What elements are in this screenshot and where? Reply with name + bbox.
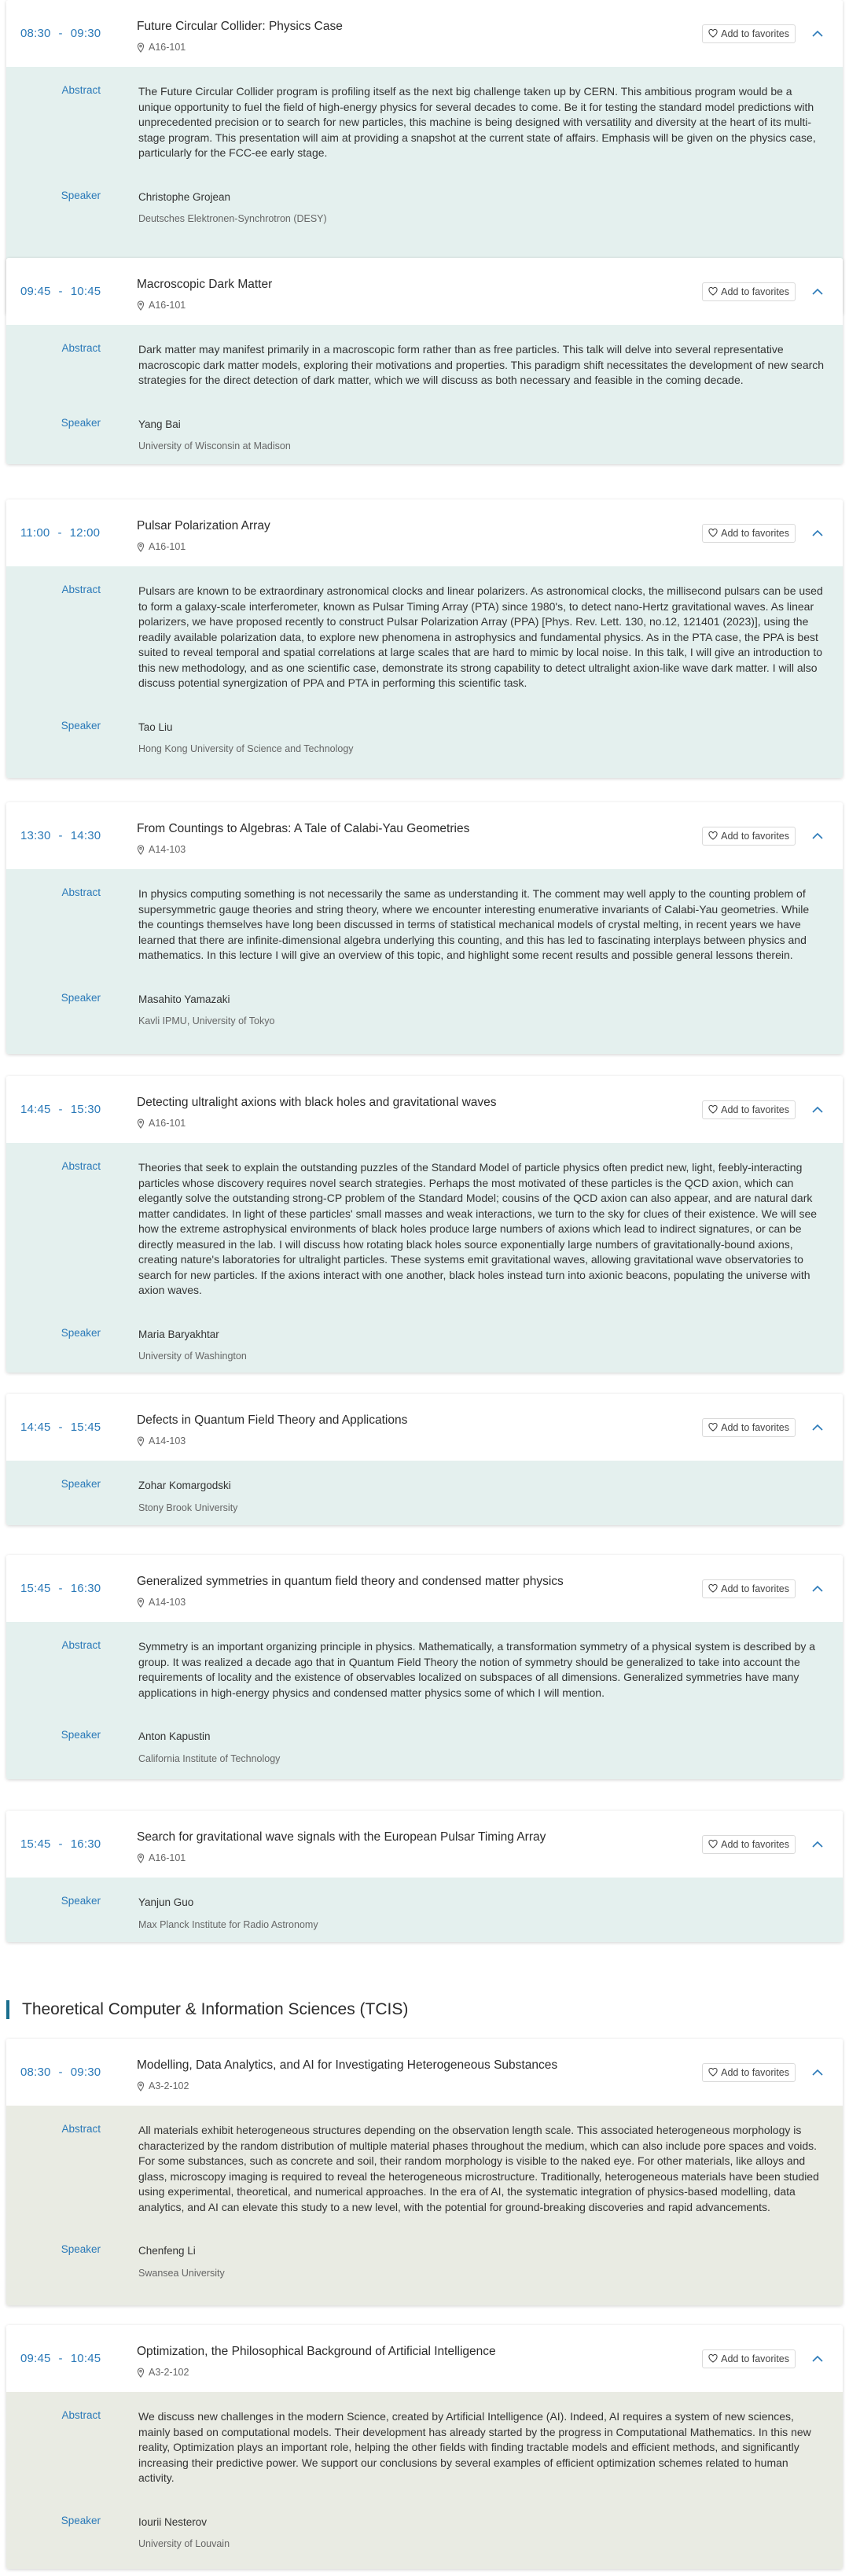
chevron-up-icon[interactable]: [811, 287, 824, 297]
talk-title: Pulsar Polarization Array: [137, 519, 270, 533]
talk-header[interactable]: [6, 1076, 843, 1143]
time-range: 08:30 - 09:30: [20, 27, 101, 40]
speaker-label: Speaker: [61, 991, 101, 1004]
location-pin-icon: [137, 2368, 145, 2378]
heart-icon: [708, 29, 718, 38]
chevron-up-icon[interactable]: [811, 29, 824, 39]
add-to-favorites-button[interactable]: Add to favorites: [702, 524, 796, 543]
abstract-label: Abstract: [61, 1160, 101, 1172]
speaker-name: Zohar Komargodski: [138, 1480, 231, 1491]
talk-header[interactable]: [6, 258, 843, 325]
speaker-affiliation: Stony Brook University: [138, 1502, 238, 1513]
room: A14-103: [137, 844, 186, 855]
location-pin-icon: [137, 300, 145, 311]
speaker-label: Speaker: [61, 2243, 101, 2255]
talk-title: Generalized symmetries in quantum field theory and condensed matter physics: [137, 1575, 564, 1588]
talk-details: [6, 1143, 843, 1373]
speaker-label: Speaker: [61, 189, 101, 201]
add-to-favorites-button[interactable]: Add to favorites: [702, 1100, 796, 1119]
room: A3-2-102: [137, 2367, 189, 2378]
talk-header[interactable]: [6, 1555, 843, 1622]
speaker-affiliation: Hong Kong University of Science and Technology: [138, 743, 354, 754]
time-range: 08:30 - 09:30: [20, 2066, 101, 2079]
talk-header[interactable]: [6, 499, 843, 566]
talk-details: [6, 1622, 843, 1779]
speaker-affiliation: Kavli IPMU, University of Tokyo: [138, 1015, 275, 1026]
talk-details: [6, 1878, 843, 1942]
talk-card: [6, 1811, 843, 1942]
talk-card: [6, 1394, 843, 1525]
time-range: 15:45 - 16:30: [20, 1582, 101, 1595]
heart-icon: [708, 2354, 718, 2363]
heart-icon: [708, 1584, 718, 1593]
time-range: 09:45 - 10:45: [20, 2352, 101, 2365]
time-range: 14:45 - 15:30: [20, 1103, 101, 1116]
talk-card: [6, 2325, 843, 2569]
talk-details: [6, 869, 843, 1054]
room: A16-101: [137, 300, 186, 311]
add-to-favorites-button[interactable]: Add to favorites: [702, 827, 796, 846]
abstract-text: The Future Circular Collider program is profiling itself as the next big challenge taken up by CERN. This ambitious program would be a unique opportunity to fuel the field of high-energy physics for several decades to come. Be it for testing the standard model predictions with unprecedented precision or to search for new particles, this machine is being designed with versatility and diversity at the heart of its multi-stage program. This presentation will aim at providing a snapshot at the current state of affairs. Emphasis will be given on the physics case, particularly for the FCC-ee early stage.: [138, 85, 816, 159]
add-to-favorites-button[interactable]: Add to favorites: [702, 282, 796, 301]
speaker-affiliation: University of Washington: [138, 1351, 247, 1362]
talk-card: [6, 258, 843, 464]
abstract-text: Theories that seek to explain the outstanding puzzles of the Standard Model of particle physics often predict new, light, feebly-interacting particles whose discovery requires novel search strategies. Perhaps the most motivated of these particles is the QCD axion, which can elegantly solve the outstanding strong-CP problem of the Standard Model; cousins of the QCD axion can also appear, and are natural dark matter candidates. In light of these particles' small masses and weak interactions, we turn to the sky for clues of their existence. We will see how the extreme astrophysical environments of black holes produce large numbers of axions which lead to indirect signatures, or can be directly measured in the lab. I will discuss how rotating black holes source exponentially large numbers of gravitationally-bound axions, creating nature's laboratories for ultralight particles. These systems emit gravitational waves, allowing gravitational wave observatories to search for new particles. If the axions interact with one another, black holes instead turn into axionic beacons, populating the universe with axion waves.: [138, 1161, 818, 1296]
speaker-affiliation: Deutsches Elektronen-Synchrotron (DESY): [138, 213, 327, 224]
heart-icon: [708, 831, 718, 840]
speaker-name: Iourii Nesterov: [138, 2515, 208, 2528]
time-range: 15:45 - 16:30: [20, 1837, 101, 1851]
abstract-label: Abstract: [61, 342, 101, 354]
time-range: 14:45 - 15:45: [20, 1421, 101, 1434]
abstract-label: Abstract: [61, 886, 101, 898]
room: A14-103: [137, 1597, 186, 1608]
chevron-up-icon[interactable]: [811, 1105, 824, 1115]
talk-details: [6, 2392, 843, 2569]
add-to-favorites-button[interactable]: Add to favorites: [702, 1835, 796, 1854]
talk-header[interactable]: [6, 1811, 843, 1878]
add-to-favorites-button[interactable]: Add to favorites: [702, 1418, 796, 1437]
talk-card: [6, 1555, 843, 1779]
add-to-favorites-button[interactable]: Add to favorites: [702, 24, 796, 43]
speaker-label: Speaker: [61, 416, 101, 429]
time-range: 11:00 - 12:00: [20, 526, 101, 540]
talk-header[interactable]: [6, 2325, 843, 2392]
speaker-affiliation: University of Wisconsin at Madison: [138, 440, 291, 451]
speaker-name: Christophe Grojean: [138, 190, 231, 203]
abstract-text: In physics computing something is not necessarily the same as understanding it. The comment may well apply to the counting problem of supersymmetric gauge theories and string theory, where we encounter interesting enumerative invariants of Calabi-Yau geometries. While the countings themselves have long been discussed in terms of statistical mechanical models of crystal melting, in recent years we have learned that there are infinite-dimensional algebra underlying this counting, and this has led to fascinating interplays between physics and mathematics. In this lecture I will give an overview of this topic, and highlight some recent results and possible general lessons therein.: [138, 887, 810, 961]
location-pin-icon: [137, 845, 145, 855]
location-pin-icon: [137, 542, 145, 552]
chevron-up-icon[interactable]: [811, 1423, 824, 1432]
talk-title: Optimization, the Philosophical Background of Artificial Intelligence: [137, 2345, 496, 2358]
heart-icon: [708, 529, 718, 537]
abstract-text: Symmetry is an important organizing principle in physics. Mathematically, a transformation symmetry of a physical system is described by a group. It was realized a decade ago that in Quantum Field Theory the notion of symmetry should be generalized to take into account the requirements of locality and the existence of observables localized on subspaces of all dimensions. Generalized symmetries have many applications in high-energy physics and condensed matter physics some of which I will mention.: [138, 1640, 816, 1699]
abstract-label: Abstract: [61, 2123, 101, 2135]
talk-title: Search for gravitational wave signals with the European Pulsar Timing Array: [137, 1830, 546, 1844]
talk-details: [6, 325, 843, 464]
chevron-up-icon[interactable]: [811, 2068, 824, 2077]
talk-title: From Countings to Algebras: A Tale of Calabi-Yau Geometries: [137, 822, 470, 835]
talk-details: [6, 1461, 843, 1525]
abstract-text: We discuss new challenges in the modern Science, created by Artificial Intelligence (AI). Indeed, AI requires a system of new sciences, mainly based on computational models. Their development has already started by the progress in Computational Mathematics. In this new reality, Optimization plays an important role, helping the other fields with finding tractable models and efficient methods, and significantly increasing their predictive power. We support our conclusions by several examples of efficient optimization schemes related to human activity.: [138, 2410, 811, 2484]
talk-header[interactable]: [6, 802, 843, 869]
room: A16-101: [137, 1852, 186, 1863]
heart-icon: [708, 287, 718, 296]
abstract-text: Dark matter may manifest primarily in a macroscopic form rather than as free particles. This talk will delve into several representative macroscopic dark matter models, exploring their motivations and properties. This paradigm shift necessitates the development of new search strategies for the direct detection of dark matter, which we will discuss as both necessary and feasible in the coming decade.: [138, 343, 825, 386]
speaker-name: Chenfeng Li: [138, 2245, 196, 2257]
add-to-favorites-button[interactable]: Add to favorites: [702, 2349, 796, 2368]
chevron-up-icon[interactable]: [811, 1584, 824, 1594]
speaker-affiliation: University of Louvain: [138, 2538, 230, 2549]
room: A3-2-102: [137, 2080, 189, 2091]
speaker-label: Speaker: [61, 719, 101, 732]
speaker-affiliation: Max Planck Institute for Radio Astronomy: [138, 1918, 318, 1930]
time-range: 09:45 - 10:45: [20, 285, 101, 298]
location-pin-icon: [137, 1853, 145, 1863]
speaker-label: Speaker: [61, 1478, 101, 1490]
location-pin-icon: [137, 1436, 145, 1446]
chevron-up-icon[interactable]: [811, 831, 824, 841]
talk-card: [6, 499, 843, 778]
abstract-label: Abstract: [61, 84, 101, 96]
chevron-up-icon[interactable]: [811, 1840, 824, 1849]
speaker-name: Masahito Yamazaki: [138, 993, 230, 1005]
heart-icon: [708, 1423, 718, 1432]
talk-details: [6, 566, 843, 778]
talk-card: [6, 802, 843, 1054]
speaker-name: Tao Liu: [138, 720, 173, 733]
talk-card: [6, 2039, 843, 2305]
talk-title: Detecting ultralight axions with black holes and gravitational waves: [137, 1096, 497, 1109]
abstract-text: All materials exhibit heterogeneous structures depending on the observation length scale. This associated heterogeneous morphology is characterized by the random distribution of multiple material phases throughout the medium, which can also include pore spaces and voids. For some substances, such as concrete and soil, their random morphology is visible to the naked eye. For other materials, like alloys and glass, microscopy imaging is required to reveal the heterogeneous microstructure. Traditionally, heterogeneous materials have been studied using experimental, theoretical, and numerical approaches. In the era of AI, the systematic integration of physics-based modelling, data analytics, and AI can elevate this study to a new level, with the potential for ground-breaking discoveries and rapid advancements.: [138, 2124, 819, 2213]
heart-icon: [708, 2068, 718, 2077]
talk-title: Defects in Quantum Field Theory and Applications: [137, 1413, 408, 1427]
talk-header[interactable]: [6, 2039, 843, 2106]
speaker-affiliation: Swansea University: [138, 2267, 225, 2279]
abstract-label: Abstract: [61, 584, 101, 595]
talk-title: Future Circular Collider: Physics Case: [137, 20, 343, 33]
room: A16-101: [137, 541, 186, 552]
location-pin-icon: [137, 2081, 145, 2091]
speaker-label: Speaker: [61, 2514, 101, 2526]
heart-icon: [708, 1840, 718, 1848]
time-range: 13:30 - 14:30: [20, 829, 101, 842]
add-to-favorites-button[interactable]: Add to favorites: [702, 1579, 796, 1598]
talk-card: [6, 1076, 843, 1373]
speaker-name: Yang Bai: [138, 418, 181, 430]
speaker-label: Speaker: [61, 1326, 101, 1339]
talk-title: Macroscopic Dark Matter: [137, 278, 273, 291]
chevron-up-icon[interactable]: [811, 529, 824, 538]
speaker-name: Yanjun Guo: [138, 1896, 194, 1908]
speaker-name: Maria Baryakhtar: [138, 1328, 219, 1340]
heart-icon: [708, 1105, 718, 1114]
section-heading: Theoretical Computer & Information Sciences (TCIS): [6, 2000, 843, 2019]
location-pin-icon: [137, 1118, 145, 1129]
talk-header[interactable]: [6, 0, 843, 67]
speaker-label: Speaker: [61, 1895, 101, 1907]
speaker-label: Speaker: [61, 1729, 101, 1741]
talk-header[interactable]: [6, 1394, 843, 1461]
chevron-up-icon[interactable]: [811, 2354, 824, 2364]
room: A16-101: [137, 42, 186, 53]
add-to-favorites-button[interactable]: Add to favorites: [702, 2063, 796, 2082]
room: A16-101: [137, 1118, 186, 1129]
speaker-name: Anton Kapustin: [138, 1730, 211, 1742]
talk-details: [6, 2106, 843, 2305]
abstract-text: Pulsars are known to be extraordinary astronomical clocks and linear polarizers. As astronomical clocks, the millisecond pulsars can be used to form a galaxy-scale interferometer, known as Pulsar Timing Array (PTA) since 1980's, to detect nano-Hertz gravitational waves. As linear polarizers, we have proposed recently to construct Pulsar Polarization Array (PPA) [Phys. Rev. Lett. 130, no.12, 121401 (2023)], using the readily available polarization data, to explore new phenomena in astrophysics and fundamental physics. As in the PTA case, the PPA is best suited to reveal temporal and spatial correlations at large scales that are hard to mimic by local noise. In this talk, I will give an introduction to this new methodology, and as one scientific case, demonstrate its strong capability to detect ultralight axion-like wave dark matter. I will also discuss potential synergization of PPA and PTA in performing this scientific task.: [138, 584, 823, 689]
abstract-label: Abstract: [61, 2409, 101, 2421]
location-pin-icon: [137, 42, 145, 53]
speaker-affiliation: California Institute of Technology: [138, 1752, 281, 1764]
abstract-label: Abstract: [61, 1639, 101, 1651]
talk-title: Modelling, Data Analytics, and AI for Investigating Heterogeneous Substances: [137, 2058, 558, 2072]
location-pin-icon: [137, 1598, 145, 1608]
room: A14-103: [137, 1435, 186, 1446]
